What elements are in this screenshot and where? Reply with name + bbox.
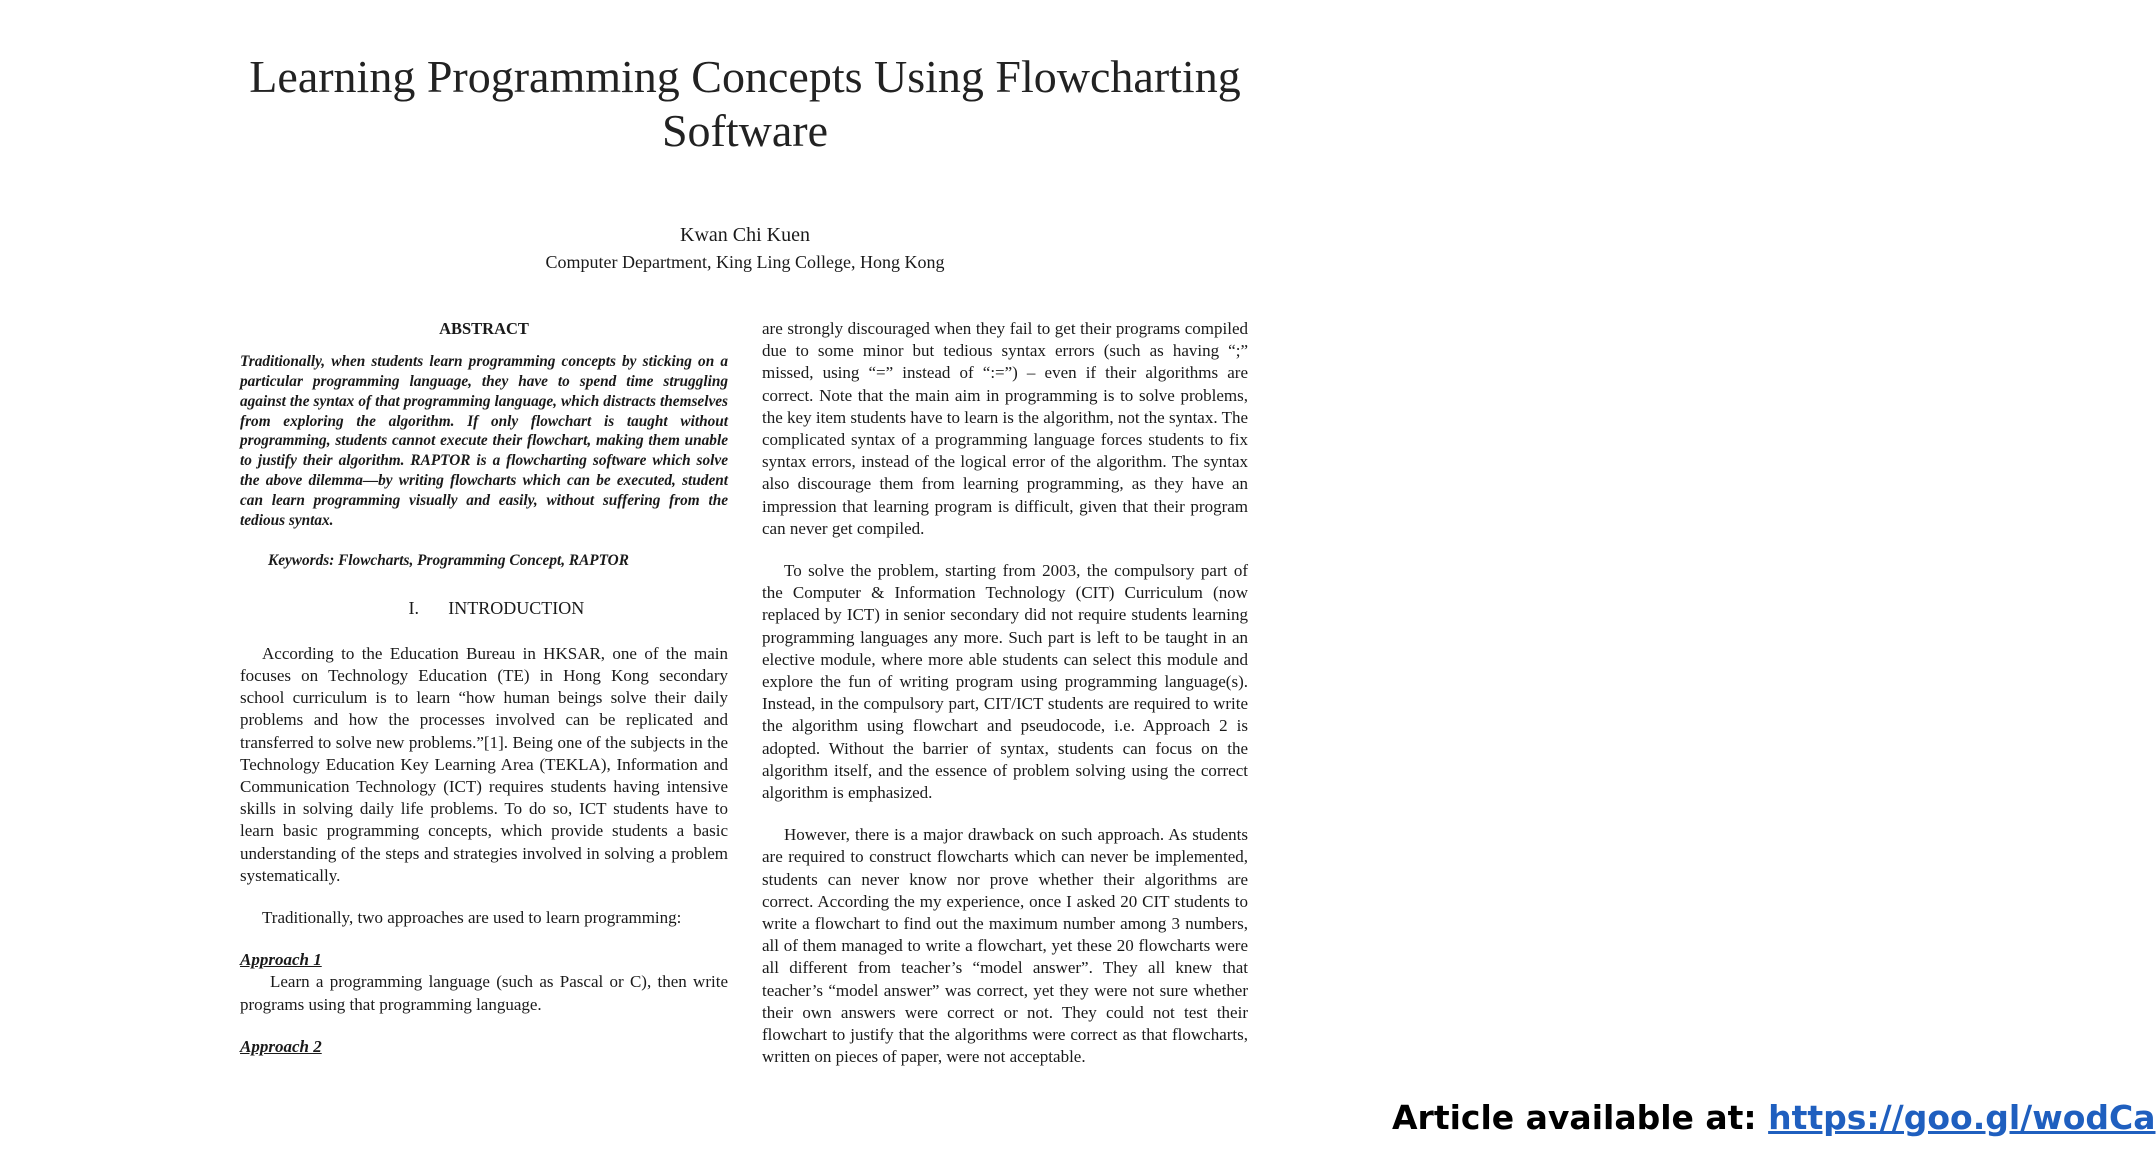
abstract-text: Traditionally, when students learn programming concepts by sticking on a particular programming language, they have to spend time struggling against the syntax of that programming language, which distracts themselves from exploring the algorithm. If only flowchart is taught without programming, students cannot execute their flowchart, making them unable to justify their algorithm. RAPTOR is a flowcharting software which solve the above dilemma—by writing flowcharts which can be executed, student can learn programming visually and easily, without suffering from the tedious syntax. <box>240 353 728 529</box>
abstract-heading: ABSTRACT <box>439 319 529 338</box>
author-affiliation: Computer Department, King Ling College, Hong Kong <box>545 252 945 272</box>
article-link[interactable]: https://goo.gl/wodCa <box>1768 1098 2156 1137</box>
keywords: Keywords: Flowcharts, Programming Concept, RAPTOR <box>268 552 629 570</box>
section-title: INTRODUCTION <box>448 597 585 618</box>
approach-1-text: Learn a programming language (such as Pascal or C), then write programs using that programming language. <box>240 972 728 1014</box>
paper-title <box>230 50 1260 158</box>
author-name: Kwan Chi Kuen <box>680 224 810 246</box>
body-paragraph-2: To solve the problem, starting from 2003, the compulsory part of the Computer & Information Technology (CIT) Curriculum (now replaced by ICT) in senior secondary did not require students learning programming languages any more. Such part is left to be taught in an elective module, where more able students can select this module and explore the fun of writing program using programming language(s). Instead, in the compulsory part, CIT/ICT students are required to write the algorithm using flowchart and pseudocode, i.e. Approach 2 is adopted. Without the barrier of syntax, students can focus on the algorithm itself, and the essence of problem solving using the correct algorithm is emphasized. <box>762 561 1248 803</box>
approach-2-heading: Approach 2 <box>240 1036 322 1056</box>
intro-paragraph-2: Traditionally, two approaches are used to learn programming: <box>262 908 682 928</box>
section-number: I. <box>408 597 419 618</box>
article-link-label: Article available at: <box>1392 1098 1769 1137</box>
article-link-caption <box>1392 1098 2156 1137</box>
right-column <box>762 318 1248 1089</box>
intro-paragraph-1: According to the Education Bureau in HKSAR, one of the main focuses on Technology Education (TE) in Hong Kong secondary school curriculum is to learn “how human beings solve their daily problems and how the processes involved can be replicated and transferred to solve new problems.”[1]. Being one of the subjects in the Technology Education Key Learning Area (TEKLA), Information and Communication Technology (ICT) requires students having intensive skills in solving daily life problems. To do so, ICT students have to learn basic programming concepts, which provide students a basic understanding of the steps and strategies involved in solving a problem systematically. <box>240 643 728 885</box>
left-column <box>240 318 728 1058</box>
title-line-1: Learning Programming Concepts Using Flowcharting <box>249 51 1241 102</box>
section-heading-introduction <box>240 597 728 619</box>
approach-1-heading: Approach 1 <box>240 950 322 970</box>
body-paragraph-1: are strongly discouraged when they fail to get their programs compiled due to some minor but tedious syntax errors (such as having “;” missed, using “=” instead of “:=”) – even if their algorithms are correct. Note that the main aim in programming is to solve problems, the key item students have to learn is the algorithm, not the syntax. The complicated syntax of a programming language forces students to fix syntax errors, instead of the logical error of the algorithm. The syntax also discourage them from learning programming, as they have an impression that learning program is difficult, given that their program can never get compiled. <box>762 319 1248 538</box>
body-paragraph-3: However, there is a major drawback on such approach. As students are required to construct flowcharts which can never be implemented, students can never know nor prove whether their algorithms are correct. According the my experience, once I asked 20 CIT students to write a flowchart to find out the maximum number among 3 numbers, all of them managed to write a flowchart, yet these 20 flowcharts were all different from teacher’s “model answer”. They all knew that teacher’s “model answer” was correct, yet they were not sure whether their own answers were correct or not. They could not test their flowchart to justify that the algorithms were correct as that flowcharts, written on pieces of paper, were not acceptable. <box>762 825 1248 1067</box>
title-line-2: Software <box>661 105 829 156</box>
